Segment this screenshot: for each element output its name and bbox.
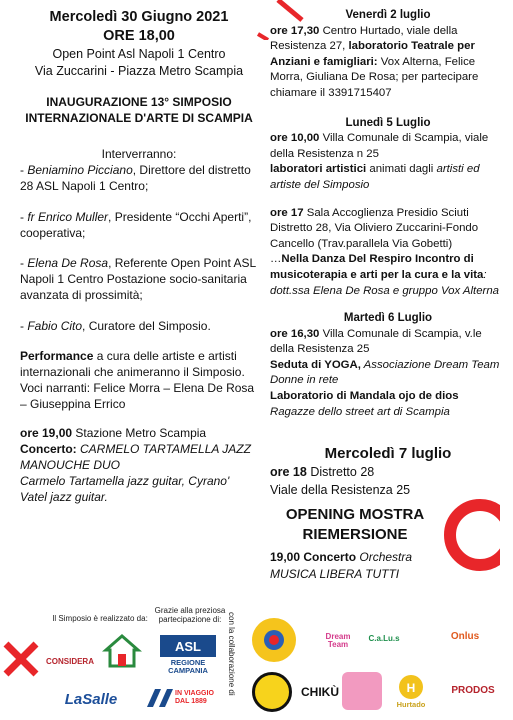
event-monday-morning: ore 10,00 Villa Comunale di Scampia, viale della Resistenza n 25 laboratori artistici animati dagli artisti ed artiste del Simposio xyxy=(270,132,489,191)
exhibition-title: OPENING MOSTRA RIEMERSIONE xyxy=(285,506,425,544)
red-cross-decoration xyxy=(2,640,42,680)
event-monday-afternoon: ore 17 Sala Accoglienza Presidio Sciuti Distretto 28, Via Oliviero Zuccarini-Fondo Cancello (Trav.parallela Via Gobetti) …Nella Danza Del Respiro Incontro di musicoterapia e arti per la cura e la vita: dott.ssa Elena De Rosa e gruppo Vox Alterna xyxy=(270,206,500,297)
performance-paragraph xyxy=(20,348,258,413)
event-wednesday-street: Viale della Resistenza 25 xyxy=(270,482,411,497)
speaker-name: Beniamino Picciano xyxy=(27,163,133,178)
onlus-logo: Onlus xyxy=(450,631,480,642)
performance-label: Performance xyxy=(20,348,94,363)
chiku-logo: CHIKÙ xyxy=(301,685,339,699)
speaker-role: , Direttore del distretto 28 ASL Napoli 1 Centro; xyxy=(20,163,251,194)
day-heading-tuesday: Martedì 6 Luglio xyxy=(343,312,433,325)
speaker-item: - Elena De Rosa, Referente Open Point ASL Napoli 1 Centro Postazione socio-sanitaria avanzata di prossimità; xyxy=(20,256,256,303)
dream-team-logo: Dream Team xyxy=(325,632,351,649)
performance-text: a cura delle artiste e artisti internazionali che animeranno il Simposio. Voci narranti: Felice Morra – Elena De Rosa – Giuseppina Errico xyxy=(20,348,255,412)
concert-block xyxy=(20,425,258,506)
speaker-item: - Beniamino Picciano, Direttore del distretto 28 ASL Napoli 1 Centro; xyxy=(20,163,251,194)
hurtado-logo: H Hurtado xyxy=(388,670,434,712)
speaker-name: Elena De Rosa xyxy=(27,256,109,271)
partner-logo-sun xyxy=(252,672,292,712)
day-heading-friday: Venerdì 2 luglio xyxy=(345,9,431,21)
speakers-intro: Interverranno: xyxy=(101,147,177,161)
speaker-item: - fr Enrico Muller, Presidente “Occhi Aperti”, cooperativa; xyxy=(20,209,252,240)
speaker-role: , Referente Open Point ASL Napoli 1 Centro Postazione socio-sanitaria avanzata di prossimità; xyxy=(20,256,256,303)
inauguration-title xyxy=(20,94,258,126)
speaker-role: , Presidente “Occhi Aperti”, cooperativa; xyxy=(20,209,252,240)
collaboration-label: con la collaborazione di xyxy=(227,612,236,696)
day-heading-wednesday: Mercoledì 7 luglio xyxy=(324,445,452,463)
speaker-name: fr Enrico Muller xyxy=(27,209,109,224)
thanks-label: Grazie alla preziosa partecipazione di: xyxy=(154,606,226,624)
event-friday: ore 17,30 Centro Hurtado, viale della Resistenza 27, laboratorio Teatrale per Anziani e famigliari: Vox Alterna, Felice Morra, Giuliana De Rosa; per partecipare chiamare il 3391715407 xyxy=(270,24,479,99)
concert-place: Stazione Metro Scampia xyxy=(72,425,207,440)
speaker-item: - Fabio Cito, Curatore del Simposio. xyxy=(20,318,211,333)
calus-logo: C.a.Lu.s xyxy=(368,634,400,643)
event-wednesday-concert: 19,00 Concerto Orchestra MUSICA LIBERA TUTTI xyxy=(270,550,413,581)
regione-campania-logo: ASL REGIONE CAMPANIA xyxy=(152,632,224,676)
svg-text:ASL: ASL xyxy=(175,639,201,654)
in-viaggio-logo: IN VIAGGIO DAL 1889 xyxy=(140,684,230,712)
inauguration-line-2: INTERNAZIONALE D'ARTE DI SCAMPIA xyxy=(25,111,253,125)
inauguration-line-1: INAUGURAZIONE 13° SIMPOSIO xyxy=(46,95,232,109)
speaker-name: Fabio Cito xyxy=(27,318,83,333)
partner-logo-kids xyxy=(342,672,382,710)
venue-line-1: Open Point Asl Napoli 1 Centro xyxy=(52,47,226,61)
lasalle-logo: LaSalle xyxy=(64,691,118,708)
speakers-list xyxy=(20,146,258,334)
event-wednesday-time: ore 18 Distretto 28 xyxy=(270,465,375,480)
left-column xyxy=(20,8,258,506)
speaker-role: , Curatore del Simposio. xyxy=(82,318,211,333)
venue-line-2: Via Zuccarini - Piazza Metro Scampia xyxy=(34,64,244,78)
concert-label: Concerto: xyxy=(20,441,77,456)
partner-logo-circle-art xyxy=(252,618,296,662)
event-date: Mercoledì 30 Giugno 2021 xyxy=(49,9,229,25)
realized-by-label: Il Simposio è realizzato da: xyxy=(52,614,148,623)
prodos-logo: PRODOS xyxy=(451,685,495,696)
event-tuesday: ore 16,30 Villa Comunale di Scampia, v.le della Resistenza 25 Seduta di YOGA, Associazione Dream Team Donne in rete Laboratorio di Mandala ojo de dios Ragazze dello street art di Scampia xyxy=(270,327,500,418)
day-heading-monday: Lunedì 5 Luglio xyxy=(345,116,431,129)
considera-logo: CONSIDERA xyxy=(45,657,94,666)
house-logo xyxy=(102,632,142,672)
concert-players: Carmelo Tartamella jazz guitar, Cyrano' Vatel jazz guitar. xyxy=(20,474,230,505)
red-ring-decoration xyxy=(440,495,500,575)
event-time: ORE 18,00 xyxy=(103,28,175,44)
concert-title: CARMELO TARTAMELLA JAZZ MANOUCHE DUO xyxy=(20,441,251,473)
concert-time: ore 19,00 xyxy=(20,425,73,440)
svg-text:H: H xyxy=(406,681,416,695)
